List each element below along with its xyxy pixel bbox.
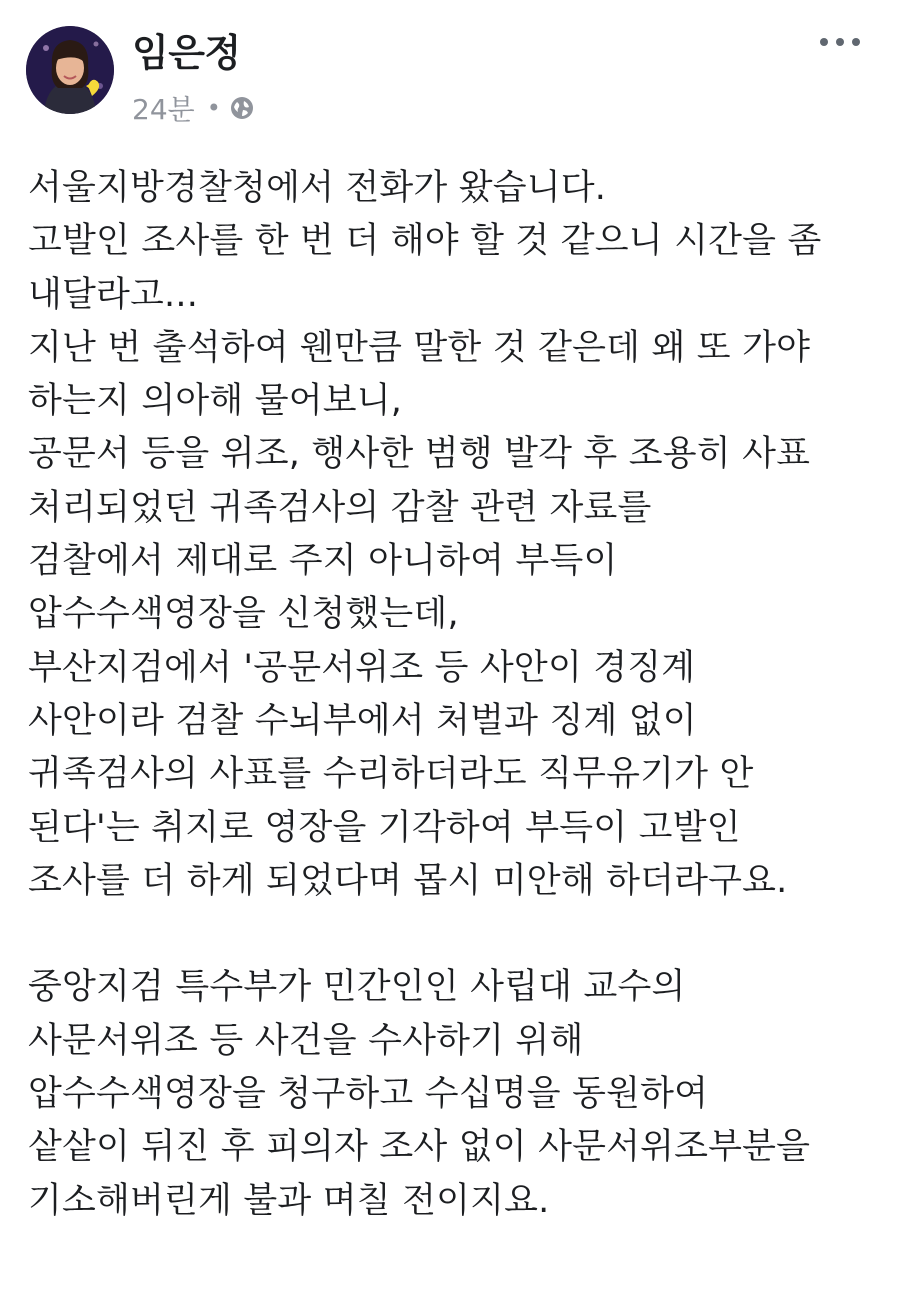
post-text-line: 지난 번 출석하여 웬만큼 말한 것 같은데 왜 또 가야 [28,327,811,368]
post-text-line: 검찰에서 제대로 주지 아니하여 부득이 [28,541,618,582]
post-text-line: 고발인 조사를 한 번 더 해야 할 것 같으니 시간을 좀 [28,221,822,262]
more-horizontal-icon [836,38,844,46]
post-text-line: 사문서위조 등 사건을 수사하기 위해 [28,1020,584,1061]
post-text-line: 샅샅이 뒤진 후 피의자 조사 없이 사문서위조부분을 [28,1127,811,1168]
globe-icon[interactable] [229,95,255,121]
post-text-line: 된다'는 취지로 영장을 기각하여 부득이 고발인 [28,807,741,848]
post-text-line: 압수수색영장을 신청했는데, [28,594,459,635]
post-header [0,0,900,140]
avatar[interactable] [26,26,114,114]
post-text-line: 기소해버린게 불과 며칠 전이지요. [28,1180,550,1221]
avatar-image [26,26,114,114]
post-text-line: 압수수색영장을 청구하고 수십명을 동원하여 [28,1074,709,1115]
more-options-button[interactable] [820,30,860,54]
meta-separator: • [206,94,221,122]
post-text-line: 조사를 더 하게 되었다며 몹시 미안해 하더라구요. [28,860,788,901]
post-text-line: 서울지방경찰청에서 전화가 왔습니다. [28,168,607,208]
more-horizontal-icon [820,38,828,46]
post-meta [132,88,255,128]
author-name[interactable]: 임은정 [132,31,241,75]
post-text-line: 내달라고... [28,274,199,315]
post-body [28,162,878,1228]
post-text-line: 처리되었던 귀족검사의 감찰 관련 자료를 [28,487,652,528]
more-horizontal-icon [852,38,860,46]
post-text-line: 하는지 의아해 물어보니, [28,381,403,422]
paragraph-break [28,908,878,961]
post-text-line: 공문서 등을 위조, 행사한 범행 발각 후 조용히 사표 [28,434,811,475]
post-text-line: 사안이라 검찰 수뇌부에서 처벌과 징계 없이 [28,700,697,741]
post-text-line: 중앙지검 특수부가 민간인인 사립대 교수의 [28,967,686,1008]
post-text-line: 부산지검에서 '공문서위조 등 사안이 경징계 [28,647,696,688]
post-text-line: 귀족검사의 사표를 수리하더라도 직무유기가 안 [28,754,754,795]
post-timestamp[interactable]: 24분 [132,93,195,126]
